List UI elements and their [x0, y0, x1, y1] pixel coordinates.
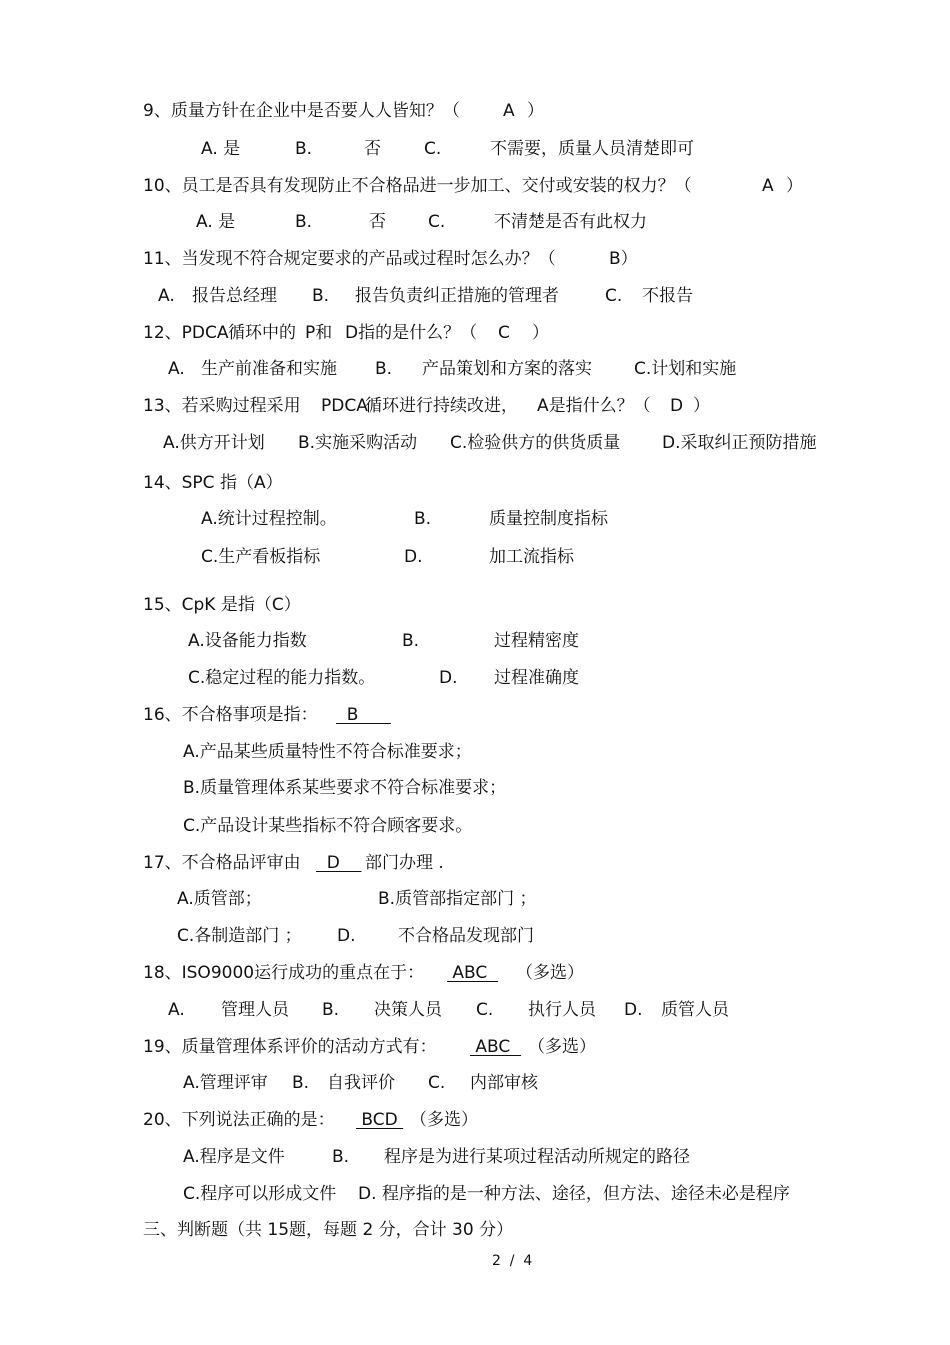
q11-option-b-label: B.: [312, 286, 330, 306]
q18-option-d-text: 质管人员: [661, 1000, 729, 1020]
q17-answer: D: [316, 853, 362, 873]
q11-answer: B）: [609, 249, 638, 269]
q13-option-d: D.采取纠正预防措施: [662, 433, 817, 453]
q19-option-c-label: C.: [428, 1073, 446, 1093]
q17-option-b: B.质管部指定部门 ；: [378, 889, 537, 909]
q10-question: 10、员工是否具有发现防止不合格品进一步加工、交付或安装的权力？（: [143, 176, 692, 196]
page-number: 2 / 4: [492, 1253, 533, 1269]
q20-tail: （多选）: [410, 1110, 478, 1130]
q12-option-a-text: 生产前准备和实施: [201, 359, 337, 379]
q14-option-b-text: 质量控制度指标: [489, 509, 608, 529]
q18-answer: ABC: [447, 963, 499, 983]
q16-option-a: A.产品某些质量特性不符合标准要求；: [183, 742, 472, 762]
q17-tail: 部门办理 .: [365, 853, 444, 873]
q15-option-d-text: 过程准确度: [494, 668, 579, 688]
q13-option-b: B.实施采购活动: [298, 433, 418, 453]
q10-answer: A: [762, 176, 774, 196]
q12-option-c: C.计划和实施: [634, 359, 737, 379]
q12-option-b-text: 产品策划和方案的落实: [422, 359, 592, 379]
q9-option-c-text: 不需要，质量人员清楚即可: [490, 139, 694, 159]
q19-answer: ABC: [470, 1037, 522, 1057]
q18-question: 18、ISO9000运行成功的重点在于：: [143, 963, 425, 983]
q17-option-d-label: D.: [337, 926, 356, 946]
q18-option-d-label: D.: [624, 1000, 643, 1020]
q9-option-b-text: 否: [364, 139, 381, 159]
q12-question-part-1: 12、PDCA: [143, 323, 229, 343]
q12-option-a-label: A.: [168, 359, 185, 379]
q17-option-a: A.质管部；: [177, 889, 262, 909]
q18-option-a-label: A.: [168, 1000, 185, 1020]
q15-option-c: C.稳定过程的能力指数。: [188, 668, 376, 688]
q13-close: ）: [693, 396, 710, 416]
q11-option-a-label: A.: [158, 286, 175, 306]
q10-option-c-text: 不清楚是否有此权力: [494, 212, 647, 232]
section-3-heading: 三、判断题（共 15题，每题 2 分，合计 30 分）: [143, 1220, 514, 1240]
q11-option-a-text: 报告总经理: [192, 286, 277, 306]
q14-option-c: C.生产看板指标: [201, 547, 321, 567]
q11-option-c-label: C.: [605, 286, 623, 306]
q15-question: 15、CpK 是指（C）: [143, 595, 301, 615]
q20-option-b-text: 程序是为进行某项过程活动所规定的路径: [384, 1147, 690, 1167]
q9-answer: A: [503, 101, 515, 121]
q13-question-part-3: 循环进行持续改进，: [365, 396, 518, 416]
q20-option-a: A.程序是文件: [183, 1147, 285, 1167]
q10-option-b-label: B.: [295, 212, 313, 232]
q12-close: ）: [532, 323, 549, 343]
q9-option-b-label: B.: [295, 139, 313, 159]
q11-option-c-text: 不报告: [642, 286, 693, 306]
q13-question-part-4: A是指什么？（: [537, 396, 651, 416]
q19-option-c-text: 内部审核: [470, 1073, 538, 1093]
q13-question-part-2: PDCA: [321, 396, 368, 416]
q18-option-c-text: 执行人员: [528, 1000, 596, 1020]
q20-question: 20、下列说法正确的是：: [143, 1110, 335, 1130]
q16-option-b: B.质量管理体系某些要求不符合标准要求；: [183, 778, 507, 798]
q16-question: 16、不合格事项是指：: [143, 705, 318, 725]
q14-option-b-label: B.: [414, 509, 432, 529]
q17-option-c: C.各制造部门 ；: [177, 926, 302, 946]
q10-option-b-text: 否: [369, 212, 386, 232]
q15-option-d-label: D.: [439, 668, 458, 688]
q9-option-c-label: C.: [424, 139, 442, 159]
q13-question-part-1: 13、若采购过程采用: [143, 396, 301, 416]
q11-question: 11、当发现不符合规定要求的产品或过程时怎么办？（: [143, 249, 556, 269]
q15-option-a: A.设备能力指数: [188, 631, 307, 651]
q12-question-part-3: P和: [305, 323, 333, 343]
q16-answer: B: [336, 705, 391, 725]
q9-question: 9、质量方针在企业中是否要人人皆知？（: [143, 101, 460, 121]
q19-tail: （多选）: [528, 1037, 596, 1057]
q12-question-part-4: D指的是什么？（: [345, 323, 478, 343]
q10-option-c-label: C.: [428, 212, 446, 232]
q14-option-d-text: 加工流指标: [489, 547, 574, 567]
q17-question: 17、不合格品评审由: [143, 853, 301, 873]
q17-option-d-text: 不合格品发现部门: [398, 926, 534, 946]
q18-option-a-text: 管理人员: [221, 1000, 289, 1020]
q9-close: ）: [527, 101, 544, 121]
q20-answer: BCD: [356, 1110, 404, 1130]
q20-option-b-label: B.: [332, 1147, 350, 1167]
q16-option-c: C.产品设计某些指标不符合顾客要求。: [183, 816, 473, 836]
q14-option-d-label: D.: [404, 547, 423, 567]
q20-option-c: C.程序可以形成文件: [183, 1184, 337, 1204]
q18-tail: （多选）: [516, 963, 584, 983]
q12-answer: C: [498, 323, 510, 343]
q12-option-b-label: B.: [375, 359, 393, 379]
q14-option-a: A.统计过程控制。: [201, 509, 337, 529]
q18-option-c-label: C.: [476, 1000, 494, 1020]
q11-option-b-text: 报告负责纠正措施的管理者: [355, 286, 559, 306]
q19-option-b-label: B.: [292, 1073, 310, 1093]
q15-option-b-text: 过程精密度: [494, 631, 579, 651]
q18-option-b-text: 决策人员: [374, 1000, 442, 1020]
q12-question-part-2: 循环中的: [228, 323, 296, 343]
q9-option-a: A. 是: [201, 139, 241, 159]
q15-option-b-label: B.: [402, 631, 420, 651]
q10-close: ）: [786, 176, 803, 196]
q13-option-c: C.检验供方的供货质量: [450, 433, 621, 453]
q19-option-a: A.管理评审: [183, 1073, 268, 1093]
q18-option-b-label: B.: [322, 1000, 340, 1020]
q14-question: 14、SPC 指（A）: [143, 473, 283, 493]
q13-answer: D: [670, 396, 684, 416]
q20-option-d: D. 程序指的是一种方法、途径，但方法、途径未必是程序: [358, 1184, 790, 1204]
q13-option-a: A.供方开计划: [163, 433, 265, 453]
q19-question: 19、质量管理体系评价的活动方式有：: [143, 1037, 437, 1057]
q19-option-b-text: 自我评价: [327, 1073, 395, 1093]
q10-option-a: A. 是: [196, 212, 236, 232]
